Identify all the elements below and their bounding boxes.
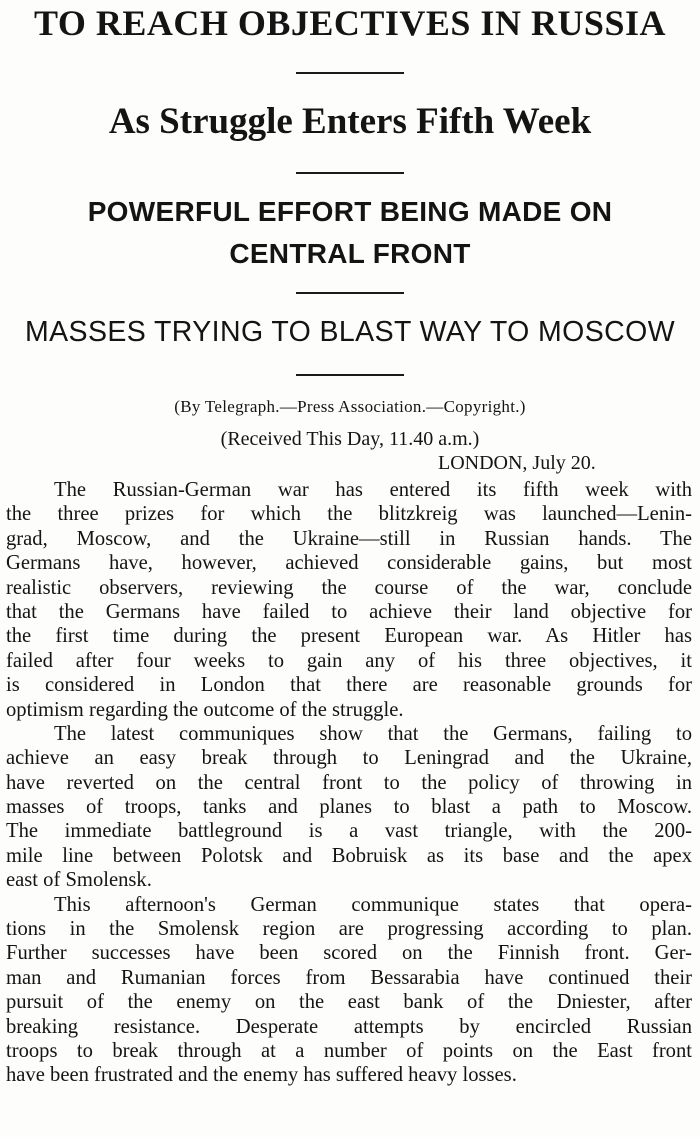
article-line: pursuit of the enemy on the east bank of the Dniester, after [6, 991, 692, 1014]
article-line: tions in the Smolensk region are progressing according to plan. [6, 918, 692, 941]
article-paragraph [6, 722, 692, 893]
article-line: is considered in London that there are reasonable grounds for [6, 674, 692, 697]
article-line: masses of troops, tanks and planes to blast a path to Moscow. [6, 796, 692, 819]
article-line: have reverted on the central front to the policy of throwing in [6, 771, 692, 794]
headline-divider [296, 292, 404, 294]
received-time: (Received This Day, 11.40 a.m.) [220, 428, 480, 450]
byline: (By Telegraph.—Press Association.—Copyright.) [174, 397, 526, 416]
main-headline: TO REACH OBJECTIVES IN RUSSIA [33, 3, 666, 43]
article-line: grad, Moscow, and the Ukraine—still in Russian hands. The [6, 527, 692, 550]
article-paragraph [6, 478, 692, 722]
article-line: The Russian-German war has entered its fifth week with [54, 479, 692, 501]
headline-divider [296, 374, 404, 376]
article-line: Germans have, however, achieved considerable gains, but most [6, 552, 692, 575]
headline-divider [296, 72, 404, 74]
deck-headline-moscow: MASSES TRYING TO BLAST WAY TO MOSCOW [25, 316, 675, 348]
article-line: realistic observers, reviewing the course of the war, conclude [6, 576, 692, 599]
article-line: east of Smolensk. [6, 869, 152, 892]
article-paragraph [6, 893, 692, 1088]
article-line: man and Rumanian forces from Bessarabia have continued their [6, 966, 692, 989]
deck-headline-fifth-week: As Struggle Enters Fifth Week [108, 101, 592, 142]
article-line: The latest communiques show that the Germans, failing to [54, 722, 692, 745]
article-line: have been frustrated and the enemy has suffered heavy losses. [6, 1064, 517, 1087]
article-line: This afternoon's German communique states that opera- [54, 893, 692, 916]
deck-headline-powerful-effort-line2: CENTRAL FRONT [229, 238, 471, 269]
article-line: optimism regarding the outcome of the struggle. [6, 698, 404, 721]
article-line: the first time during the present European war. As Hitler has [6, 625, 692, 648]
article-body [6, 478, 692, 1088]
article-line: that the Germans have failed to achieve their land objective for [6, 600, 692, 623]
article-line: Further successes have been scored on the Finnish front. Ger- [6, 942, 692, 965]
article-line: troops to break through at a number of points on the East front [6, 1039, 692, 1062]
article-line: breaking resistance. Desperate attempts by encircled Russian [6, 1015, 692, 1038]
article-line: failed after four weeks to gain any of his three objectives, it [6, 649, 692, 672]
article-line: achieve an easy break through to Leningrad and the Ukraine, [6, 747, 692, 770]
dateline: LONDON, July 20. [438, 452, 596, 474]
article-line: the three prizes for which the blitzkreig was launched—Lenin- [6, 503, 692, 526]
article-line: The immediate battleground is a vast triangle, with the 200- [6, 820, 692, 843]
headline-divider [296, 172, 404, 174]
deck-headline-powerful-effort-line1: POWERFUL EFFORT BEING MADE ON [87, 196, 613, 227]
article-line: mile line between Polotsk and Bobruisk as its base and the apex [6, 844, 692, 867]
